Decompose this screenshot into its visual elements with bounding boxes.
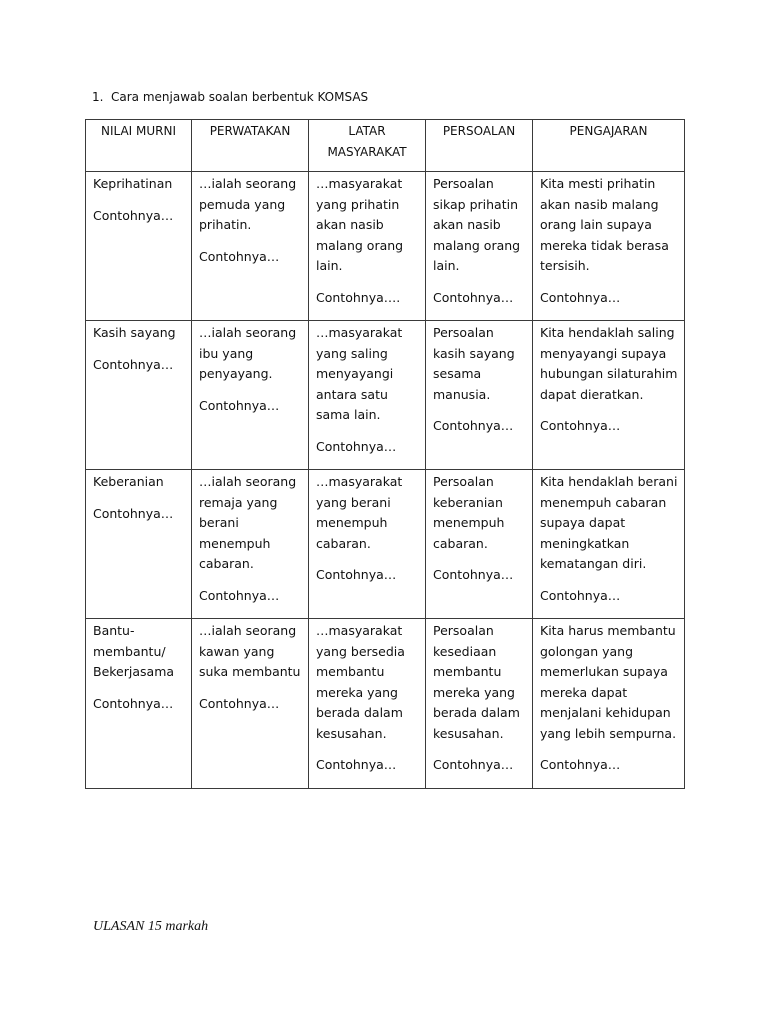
cell-example: Contohnya… <box>93 695 174 711</box>
cell-example: Contohnya… <box>316 438 397 454</box>
cell-text: Persoalan sikap prihatin akan nasib malang orang lain. <box>433 176 521 273</box>
cell-example: Contohnya…. <box>316 289 401 305</box>
cell-example: Contohnya… <box>199 695 280 711</box>
cell-text: …ialah seorang kawan yang suka membantu <box>199 623 301 679</box>
cell-nilai-murni <box>86 172 192 321</box>
cell-example: Contohnya… <box>93 356 174 372</box>
cell-pengajaran <box>533 470 685 619</box>
cell-text: …ialah seorang ibu yang penyayang. <box>199 325 297 381</box>
cell-example: Contohnya… <box>540 418 621 433</box>
footer-note: ULASAN 15 markah <box>93 919 209 934</box>
cell-text: …masyarakat yang berani menempuh cabaran. <box>316 474 403 551</box>
cell-example: Contohnya… <box>199 248 280 264</box>
cell-text: …ialah seorang pemuda yang prihatin. <box>199 176 297 232</box>
cell-text: …masyarakat yang prihatin akan nasib malang orang lain. <box>316 176 404 273</box>
table-header-row <box>86 120 685 172</box>
table-row <box>86 172 685 321</box>
cell-text: Keberanian <box>93 474 164 489</box>
cell-example: Contohnya… <box>93 207 174 223</box>
cell-example: Contohnya… <box>199 397 280 413</box>
cell-example: Contohnya… <box>540 289 621 305</box>
cell-persoalan <box>426 321 533 470</box>
cell-nilai-murni <box>86 470 192 619</box>
cell-example: Contohnya… <box>433 757 514 772</box>
header-persoalan: PERSOALAN <box>426 120 533 172</box>
heading-text: Cara menjawab soalan berbentuk KOMSAS <box>111 90 369 104</box>
cell-pengajaran <box>533 172 685 321</box>
cell-perwatakan <box>192 470 309 619</box>
table-row <box>86 321 685 470</box>
komsas-table <box>85 119 685 789</box>
cell-example: Contohnya… <box>199 587 280 603</box>
page-heading <box>92 89 368 105</box>
header-pengajaran: PENGAJARAN <box>533 120 685 172</box>
cell-text: Kita hendaklah berani menempuh cabaran supaya dapat meningkatkan kematangan diri. <box>540 474 678 571</box>
cell-latar-masyarakat <box>309 172 426 321</box>
cell-text: Persoalan kesediaan membantu mereka yang berada dalam kesusahan. <box>433 623 520 741</box>
cell-text: Kasih sayang <box>93 325 176 340</box>
cell-text: …masyarakat yang saling menyayangi antara satu sama lain. <box>316 325 403 422</box>
cell-example: Contohnya… <box>433 418 514 433</box>
cell-persoalan <box>426 619 533 789</box>
header-nilai-murni: NILAI MURNI <box>86 120 192 172</box>
header-latar-masyarakat: LATAR MASYARAKAT <box>309 120 426 172</box>
cell-example: Contohnya… <box>316 757 397 772</box>
cell-example: Contohnya… <box>316 567 397 582</box>
cell-text: …ialah seorang remaja yang berani menempuh cabaran. <box>199 474 297 571</box>
cell-example: Contohnya… <box>433 289 514 305</box>
cell-latar-masyarakat <box>309 321 426 470</box>
cell-perwatakan <box>192 619 309 789</box>
cell-example: Contohnya… <box>433 567 514 582</box>
cell-latar-masyarakat <box>309 470 426 619</box>
cell-pengajaran <box>533 321 685 470</box>
cell-text: Persoalan keberanian menempuh cabaran. <box>433 474 505 551</box>
cell-nilai-murni <box>86 619 192 789</box>
cell-perwatakan <box>192 172 309 321</box>
cell-text: Kita hendaklah saling menyayangi supaya hubungan silaturahim dapat dieratkan. <box>540 325 678 402</box>
cell-example: Contohnya… <box>540 757 621 772</box>
cell-text: Keprihatinan <box>93 176 173 191</box>
header-perwatakan: PERWATAKAN <box>192 120 309 172</box>
cell-text: Kita mesti prihatin akan nasib malang orang lain supaya mereka tidak berasa tersisih. <box>540 176 669 273</box>
cell-latar-masyarakat <box>309 619 426 789</box>
cell-text: Persoalan kasih sayang sesama manusia. <box>433 325 515 402</box>
cell-text: …masyarakat yang bersedia membantu mereka yang berada dalam kesusahan. <box>316 623 405 741</box>
cell-persoalan <box>426 470 533 619</box>
table-row <box>86 619 685 789</box>
cell-example: Contohnya… <box>93 505 174 521</box>
cell-example: Contohnya… <box>540 587 621 603</box>
cell-text: Kita harus membantu golongan yang memerlukan supaya mereka dapat menjalani kehidupan yang lebih sempurna. <box>540 623 677 741</box>
cell-text: Bantu- membantu/ Bekerjasama <box>93 623 175 679</box>
cell-nilai-murni <box>86 321 192 470</box>
cell-persoalan <box>426 172 533 321</box>
cell-pengajaran <box>533 619 685 789</box>
heading-number: 1. <box>92 90 104 104</box>
cell-perwatakan <box>192 321 309 470</box>
table-row <box>86 470 685 619</box>
